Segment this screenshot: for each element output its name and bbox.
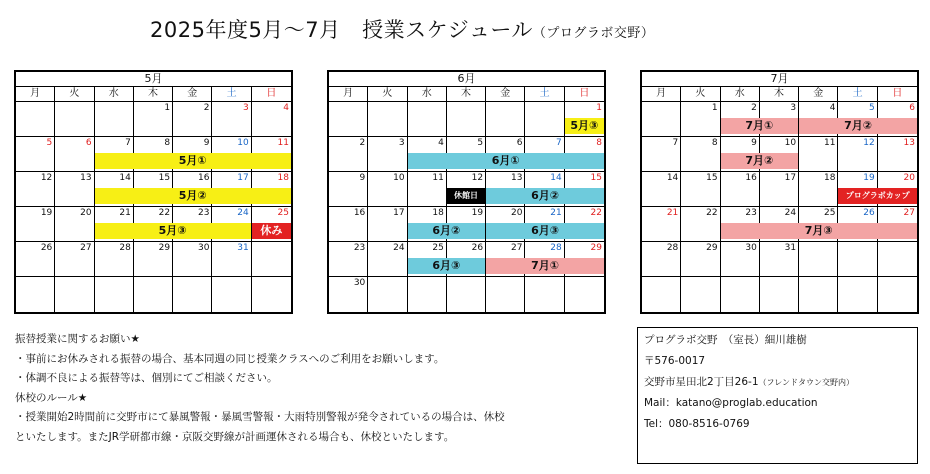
day-cell: 17 bbox=[212, 172, 251, 207]
day-cell: 20 bbox=[878, 172, 917, 207]
day-cell: 6 bbox=[55, 137, 94, 172]
weekday-header: 金 bbox=[173, 87, 212, 102]
day-cell: 28 bbox=[642, 242, 681, 277]
day-cell bbox=[447, 102, 486, 137]
day-cell: 18 bbox=[799, 172, 838, 207]
day-cell: 27 bbox=[878, 207, 917, 242]
weekday-header: 水 bbox=[95, 87, 134, 102]
day-cell: 28 bbox=[525, 242, 564, 277]
note-line: ・授業開始2時間前に交野市にて暴風警報・暴風雪警報・大雨特別警報が発令されているの場合は、休校 bbox=[15, 411, 505, 423]
day-cell bbox=[134, 277, 173, 312]
schedule-event: 5月③ bbox=[95, 223, 251, 239]
weekday-header: 木 bbox=[760, 87, 799, 102]
day-cell: 9 bbox=[173, 137, 212, 172]
schedule-event: プログラボカップ bbox=[838, 188, 917, 204]
day-cell: 26 bbox=[447, 242, 486, 277]
day-cell: 29 bbox=[134, 242, 173, 277]
note-line: ・体調不良による振替等は、個別にてご相談ください。 bbox=[15, 372, 278, 384]
day-cell bbox=[878, 242, 917, 277]
day-cell: 11 bbox=[408, 172, 447, 207]
note-heading-transfer: 振替授業に関するお願い★ bbox=[15, 333, 140, 345]
day-cell bbox=[486, 277, 525, 312]
contact-address-note: （フレンドタウン交野内） bbox=[758, 378, 854, 387]
day-cell: 27 bbox=[55, 242, 94, 277]
day-cell: 30 bbox=[329, 277, 368, 312]
day-cell: 4 bbox=[799, 102, 838, 137]
weekday-header: 水 bbox=[721, 87, 760, 102]
day-cell bbox=[799, 277, 838, 312]
day-cell: 29 bbox=[565, 242, 604, 277]
day-cell: 15 bbox=[134, 172, 173, 207]
schedule-event: 休み bbox=[252, 223, 291, 239]
contact-box bbox=[637, 327, 918, 464]
day-cell bbox=[565, 277, 604, 312]
day-cell: 16 bbox=[721, 172, 760, 207]
month-header: 6月 bbox=[329, 72, 604, 87]
day-cell: 9 bbox=[329, 172, 368, 207]
contact-tel[interactable]: Tel：080-8516-0769 bbox=[644, 418, 750, 430]
day-cell: 3 bbox=[760, 102, 799, 137]
weekday-header: 火 bbox=[681, 87, 720, 102]
day-cell: 19 bbox=[16, 207, 55, 242]
schedule-event: 6月② bbox=[408, 223, 486, 239]
weekday-header: 木 bbox=[134, 87, 173, 102]
day-cell: 2 bbox=[329, 137, 368, 172]
day-cell: 14 bbox=[95, 172, 134, 207]
weekday-header: 土 bbox=[212, 87, 251, 102]
day-cell bbox=[95, 102, 134, 137]
schedule-event: 7月① bbox=[721, 118, 799, 134]
day-cell: 5 bbox=[16, 137, 55, 172]
day-cell bbox=[681, 277, 720, 312]
weekday-header: 月 bbox=[642, 87, 681, 102]
day-cell: 8 bbox=[134, 137, 173, 172]
weekday-header: 火 bbox=[55, 87, 94, 102]
weekday-header: 月 bbox=[329, 87, 368, 102]
calendar-may bbox=[14, 70, 293, 314]
day-cell: 24 bbox=[368, 242, 407, 277]
day-cell: 22 bbox=[565, 207, 604, 242]
day-cell: 6 bbox=[486, 137, 525, 172]
day-cell bbox=[838, 242, 877, 277]
day-cell: 6 bbox=[878, 102, 917, 137]
day-cell bbox=[838, 277, 877, 312]
day-cell bbox=[878, 277, 917, 312]
day-cell: 22 bbox=[134, 207, 173, 242]
day-cell: 29 bbox=[681, 242, 720, 277]
note-heading-closure: 休校のルール★ bbox=[15, 391, 88, 404]
day-cell: 19 bbox=[838, 172, 877, 207]
day-cell: 2 bbox=[721, 102, 760, 137]
day-cell: 25 bbox=[799, 207, 838, 242]
calendar-july bbox=[640, 70, 919, 314]
day-cell: 15 bbox=[565, 172, 604, 207]
day-cell bbox=[721, 277, 760, 312]
day-cell: 18 bbox=[408, 207, 447, 242]
day-cell: 16 bbox=[173, 172, 212, 207]
day-cell bbox=[642, 277, 681, 312]
notes-section bbox=[15, 330, 505, 447]
day-cell bbox=[642, 102, 681, 137]
day-cell: 27 bbox=[486, 242, 525, 277]
day-cell: 18 bbox=[252, 172, 291, 207]
day-cell: 26 bbox=[16, 242, 55, 277]
day-cell bbox=[252, 277, 291, 312]
weekday-header: 木 bbox=[447, 87, 486, 102]
title-sub: （プログラボ交野） bbox=[532, 26, 655, 41]
day-cell: 14 bbox=[642, 172, 681, 207]
note-line: ・事前にお休みされる振替の場合、基本同週の同じ授業クラスへのご利用をお願いします。 bbox=[15, 352, 445, 365]
weekday-header: 月 bbox=[16, 87, 55, 102]
day-cell: 17 bbox=[368, 207, 407, 242]
day-cell: 12 bbox=[838, 137, 877, 172]
day-cell: 10 bbox=[212, 137, 251, 172]
day-cell bbox=[252, 242, 291, 277]
day-cell: 15 bbox=[681, 172, 720, 207]
day-cell: 24 bbox=[760, 207, 799, 242]
day-cell bbox=[447, 277, 486, 312]
day-cell: 9 bbox=[721, 137, 760, 172]
day-cell bbox=[760, 277, 799, 312]
day-cell bbox=[95, 277, 134, 312]
day-cell: 20 bbox=[486, 207, 525, 242]
day-cell: 21 bbox=[642, 207, 681, 242]
day-cell: 13 bbox=[55, 172, 94, 207]
weekday-header: 土 bbox=[838, 87, 877, 102]
schedule-event: 6月③ bbox=[408, 258, 486, 274]
weekday-header: 日 bbox=[878, 87, 917, 102]
day-cell: 23 bbox=[173, 207, 212, 242]
day-cell bbox=[173, 277, 212, 312]
day-cell bbox=[16, 102, 55, 137]
day-cell: 30 bbox=[721, 242, 760, 277]
month-header: 5月 bbox=[16, 72, 291, 87]
day-cell: 31 bbox=[760, 242, 799, 277]
day-cell: 28 bbox=[95, 242, 134, 277]
day-cell: 25 bbox=[408, 242, 447, 277]
day-cell: 5 bbox=[447, 137, 486, 172]
contact-address: 交野市星田北2丁目26-1 bbox=[644, 376, 759, 388]
day-cell: 1 bbox=[134, 102, 173, 137]
schedule-event: 7月③ bbox=[721, 223, 917, 239]
day-cell: 17 bbox=[760, 172, 799, 207]
schedule-event: 7月② bbox=[721, 153, 799, 169]
day-cell bbox=[55, 277, 94, 312]
day-cell: 31 bbox=[212, 242, 251, 277]
day-cell: 8 bbox=[565, 137, 604, 172]
schedule-event: 5月③ bbox=[565, 118, 604, 134]
day-cell: 5 bbox=[838, 102, 877, 137]
day-cell: 23 bbox=[721, 207, 760, 242]
day-cell: 8 bbox=[681, 137, 720, 172]
title-main: 2025年度5月～7月 授業スケジュール bbox=[150, 18, 533, 42]
day-cell: 4 bbox=[408, 137, 447, 172]
page-title bbox=[150, 14, 654, 44]
day-cell: 10 bbox=[368, 172, 407, 207]
day-cell: 7 bbox=[525, 137, 564, 172]
contact-name: プログラボ交野 （室長）細川雄樹 bbox=[644, 334, 807, 346]
schedule-event: 5月① bbox=[95, 153, 291, 169]
day-cell: 11 bbox=[799, 137, 838, 172]
day-cell bbox=[799, 242, 838, 277]
day-cell: 20 bbox=[55, 207, 94, 242]
month-header: 7月 bbox=[642, 72, 917, 87]
day-cell: 12 bbox=[447, 172, 486, 207]
day-cell: 21 bbox=[95, 207, 134, 242]
schedule-event: 6月② bbox=[486, 188, 604, 204]
day-cell: 30 bbox=[173, 242, 212, 277]
weekday-header: 土 bbox=[525, 87, 564, 102]
day-cell bbox=[408, 277, 447, 312]
day-cell: 14 bbox=[525, 172, 564, 207]
contact-mail[interactable]: Mail：katano@proglab.education bbox=[644, 397, 818, 409]
weekday-header: 金 bbox=[799, 87, 838, 102]
day-cell: 13 bbox=[878, 137, 917, 172]
day-cell: 1 bbox=[565, 102, 604, 137]
day-cell bbox=[525, 277, 564, 312]
day-cell: 25 bbox=[252, 207, 291, 242]
day-cell: 3 bbox=[368, 137, 407, 172]
day-cell bbox=[16, 277, 55, 312]
day-cell: 1 bbox=[681, 102, 720, 137]
weekday-header: 金 bbox=[486, 87, 525, 102]
day-cell: 4 bbox=[252, 102, 291, 137]
contact-postal: 〒576-0017 bbox=[644, 355, 706, 367]
weekday-header: 日 bbox=[565, 87, 604, 102]
day-cell: 10 bbox=[760, 137, 799, 172]
day-cell: 19 bbox=[447, 207, 486, 242]
day-cell: 13 bbox=[486, 172, 525, 207]
day-cell: 23 bbox=[329, 242, 368, 277]
day-cell bbox=[368, 102, 407, 137]
calendar-june bbox=[327, 70, 606, 314]
weekday-header: 火 bbox=[368, 87, 407, 102]
weekday-header: 水 bbox=[408, 87, 447, 102]
schedule-event: 7月① bbox=[486, 258, 604, 274]
day-cell bbox=[525, 102, 564, 137]
day-cell bbox=[55, 102, 94, 137]
note-line: といたします。またJR学研都市線・京阪交野線が計画運休される場合も、休校といたします。 bbox=[15, 430, 455, 443]
day-cell: 22 bbox=[681, 207, 720, 242]
day-cell: 11 bbox=[252, 137, 291, 172]
day-cell: 26 bbox=[838, 207, 877, 242]
day-cell bbox=[212, 277, 251, 312]
day-cell: 3 bbox=[212, 102, 251, 137]
day-cell: 7 bbox=[95, 137, 134, 172]
day-cell: 24 bbox=[212, 207, 251, 242]
schedule-event: 7月② bbox=[799, 118, 917, 134]
day-cell bbox=[408, 102, 447, 137]
day-cell: 2 bbox=[173, 102, 212, 137]
schedule-event: 6月① bbox=[408, 153, 604, 169]
day-cell: 7 bbox=[642, 137, 681, 172]
schedule-event: 6月③ bbox=[486, 223, 604, 239]
day-cell: 12 bbox=[16, 172, 55, 207]
day-cell bbox=[329, 102, 368, 137]
day-cell bbox=[486, 102, 525, 137]
day-cell: 16 bbox=[329, 207, 368, 242]
day-cell: 21 bbox=[525, 207, 564, 242]
schedule-event: 休館日 bbox=[447, 188, 485, 204]
contact-address-line bbox=[644, 372, 917, 393]
weekday-header: 日 bbox=[252, 87, 291, 102]
schedule-event: 5月② bbox=[95, 188, 291, 204]
day-cell bbox=[368, 277, 407, 312]
